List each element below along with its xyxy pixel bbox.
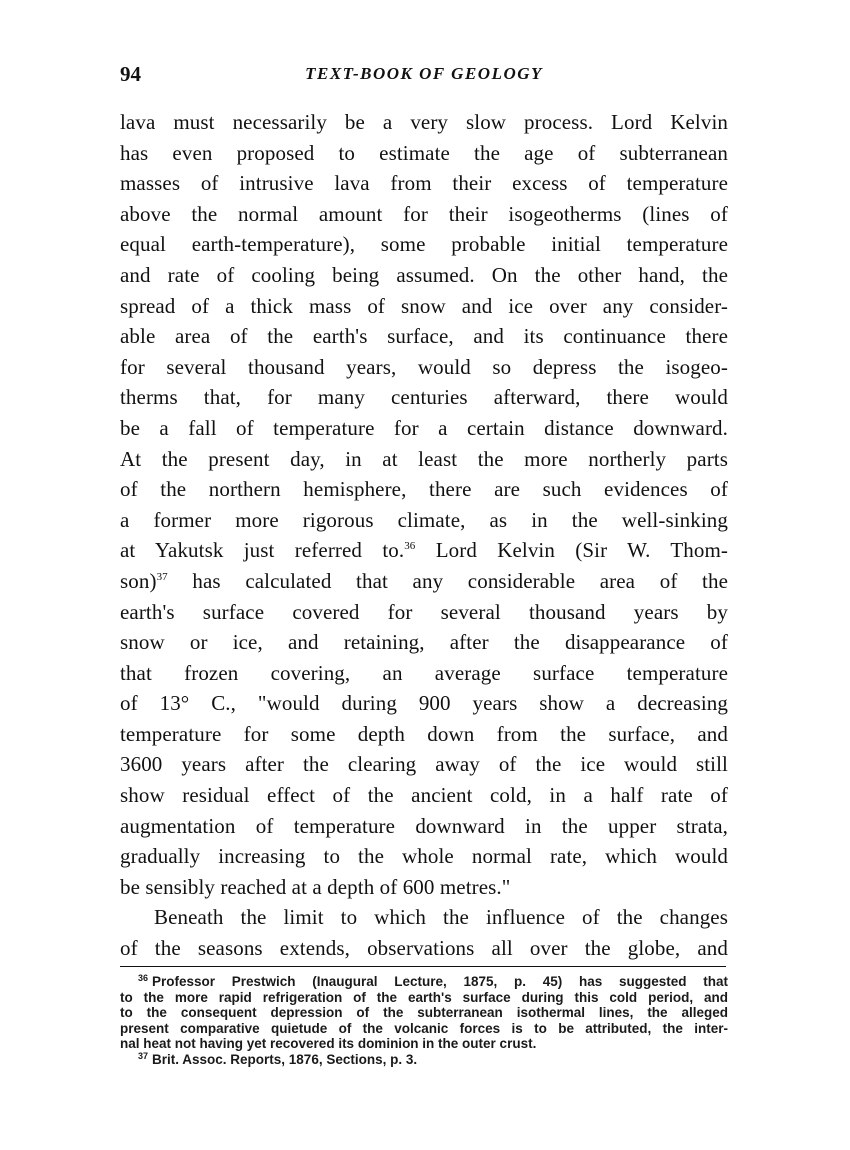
main-text — [120, 107, 728, 964]
text-line: show residual effect of the ancient cold, in a half rate of — [120, 783, 728, 808]
footnote-line: nal heat not having yet recovered its dominion in the outer crust. — [120, 1036, 537, 1052]
text-line — [120, 566, 728, 597]
text-segment: at Yakutsk just referred to. — [120, 538, 405, 563]
text-line: At the present day, in at least the more northerly parts — [120, 446, 728, 471]
text-line: augmentation of temperature downward in the upper strata, — [120, 813, 728, 838]
text-line: therms that, for many centuries afterward, there would — [120, 385, 728, 410]
footnote-text: Professor Prestwich (Inaugural Lecture, 1875, p. 45) has suggested that — [152, 974, 728, 989]
text-line: able area of the earth's surface, and its continuance there — [120, 324, 728, 349]
footnote-37 — [120, 1052, 728, 1068]
text-line: earth's surface covered for several thousand years by — [120, 599, 728, 624]
footnote-mark: 37 — [138, 1050, 149, 1061]
text-line: masses of intrusive lava from their excess of temperature — [120, 171, 728, 196]
page-number: 94 — [120, 62, 141, 86]
footnote-mark: 36 — [138, 973, 149, 983]
text-segment: Lord Kelvin (Sir W. Thom- — [415, 538, 728, 563]
footnote-divider — [120, 966, 726, 967]
text-line: snow or ice, and retaining, after the disappearance of — [120, 630, 728, 655]
text-line: has even proposed to estimate the age of subterranean — [120, 140, 728, 165]
footnote-ref-37: 37 — [156, 570, 168, 583]
text-line: 3600 years after the clearing away of the ice would still — [120, 752, 728, 777]
text-line: Beneath the limit to which the influence of the changes — [154, 905, 728, 930]
text-segment: son) — [120, 568, 157, 593]
text-segment: has calculated that any considerable area of the — [167, 568, 728, 593]
text-line: gradually increasing to the whole normal rate, which would — [120, 844, 728, 869]
footnote-36 — [120, 974, 728, 990]
text-line: a former more rigorous climate, as in the well-sinking — [120, 507, 728, 532]
text-line: be sensibly reached at a depth of 600 metres." — [120, 874, 511, 899]
text-line: above the normal amount for their isogeotherms (lines of — [120, 201, 728, 226]
text-line: for several thousand years, would so depress the isogeo- — [120, 354, 728, 379]
text-line — [120, 535, 728, 566]
text-line: of 13° C., "would during 900 years show a decreasing — [120, 691, 728, 716]
footnote-line: to the more rapid refrigeration of the earth's surface during this cold period, and — [120, 989, 728, 1005]
text-line: that frozen covering, an average surface temperature — [120, 660, 728, 685]
footnote-line: to the consequent depression of the subterranean isothermal lines, the alleged — [120, 1005, 728, 1021]
text-line: of the northern hemisphere, there are such evidences of — [120, 477, 728, 502]
footnote-line: present comparative quietude of the volcanic forces is to be attributed, the inter- — [120, 1020, 728, 1036]
text-line: of the seasons extends, observations all over the globe, and — [120, 936, 728, 961]
text-line: temperature for some depth down from the surface, and — [120, 721, 728, 746]
footnote-text: Brit. Assoc. Reports, 1876, Sections, p. 3. — [152, 1051, 418, 1067]
text-line: and rate of cooling being assumed. On the other hand, the — [120, 262, 728, 287]
footnotes — [120, 974, 728, 1068]
text-line: lava must necessarily be a very slow process. Lord Kelvin — [120, 110, 728, 134]
running-title: TEXT-BOOK OF GEOLOGY — [305, 64, 543, 83]
text-line: equal earth-temperature), some probable initial temperature — [120, 232, 728, 257]
text-line: spread of a thick mass of snow and ice over any consider- — [120, 293, 728, 318]
text-line: be a fall of temperature for a certain distance downward. — [120, 415, 728, 440]
page-header — [120, 62, 728, 88]
footnote-ref-36: 36 — [404, 540, 416, 553]
